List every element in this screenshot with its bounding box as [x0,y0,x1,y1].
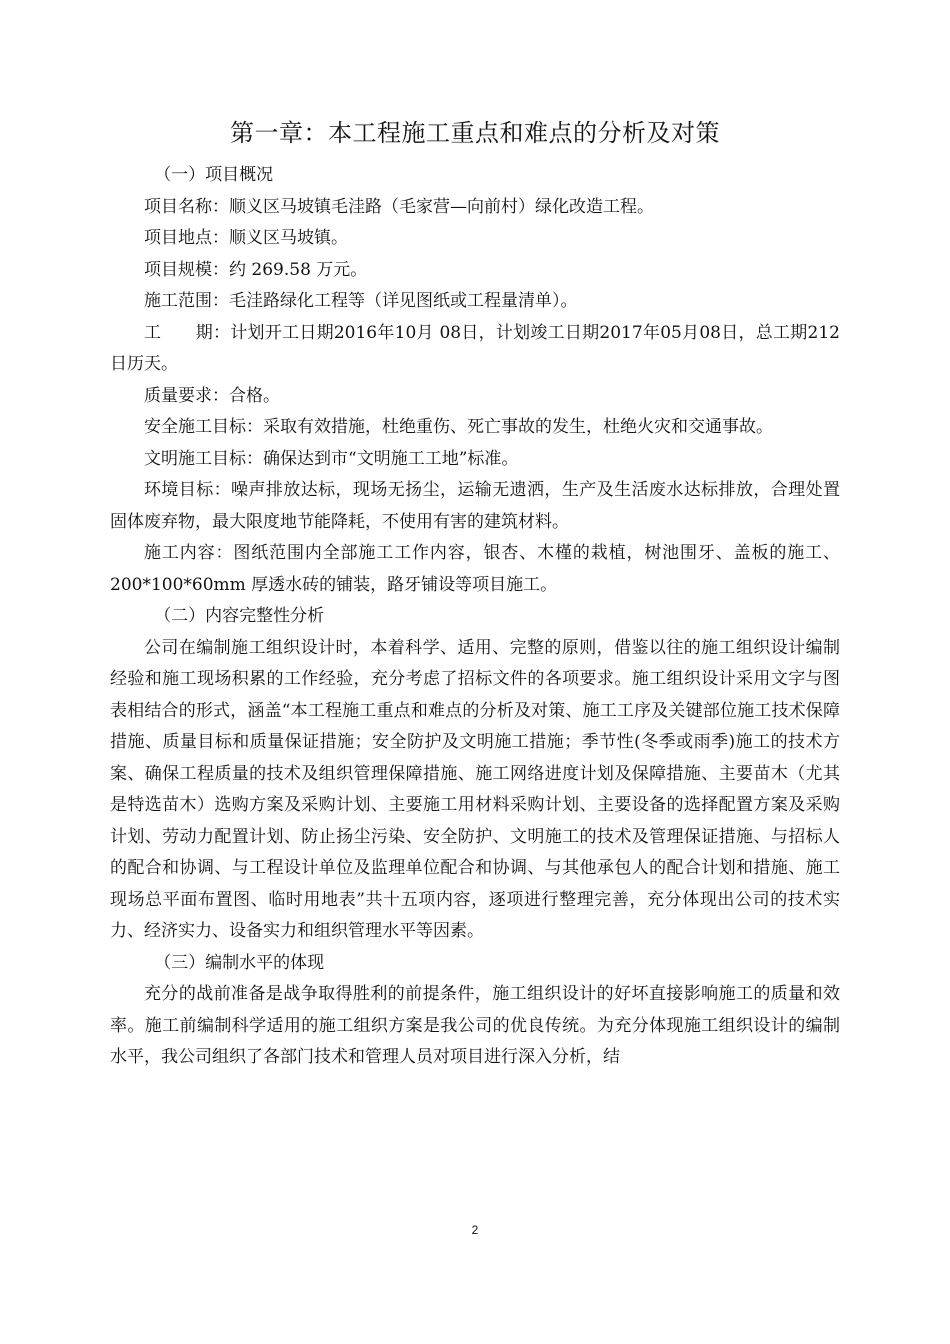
section-heading-completeness-analysis: （二）内容完整性分析 [154,606,325,626]
safety-target-line: 安全施工目标：采取有效措施，杜绝重伤、死亡事故的发生，杜绝火灾和交通事故。 [144,417,773,437]
document-body [110,160,840,1074]
quality-requirement-line: 质量要求：合格。 [144,385,280,406]
chapter-title: 第一章：本工程施工重点和难点的分析及对策 [230,119,720,147]
construction-scope-line: 施工范围：毛洼路绿化工程等（详见图纸或工程量清单）。 [144,291,578,311]
project-location-line: 项目地点：顺义区马坡镇。 [144,228,348,248]
environmental-target-paragraph: 环境目标：噪声排放达标，现场无扬尘，运输无遗洒，生产及生活废水达标排放，合理处置固体废弃物，最大限度地节能降耗，不使用有害的建筑材料。 [110,480,840,532]
section-heading-compilation-level: （三）编制水平的体现 [154,952,325,973]
compilation-level-paragraph: 充分的战前准备是战争取得胜利的前提条件，施工组织设计的好坏直接影响施工的质量和效率。施工前编制科学适用的施工组织方案是我公司的优良传统。为充分体现施工组织设计的编制水平，我公司组织了各部门技术和管理人员对项目进行深入分析，结 [110,984,840,1067]
construction-period-paragraph: 工 期：计划开工日期2016年10月 08日，计划竣工日期2017年05月08日，总工期212 日历天。 [110,322,840,374]
page-number: 2 [471,1223,479,1237]
section-heading-project-overview: （一）项目概况 [154,165,274,185]
completeness-analysis-paragraph: 公司在编制施工组织设计时，本着科学、适用、完整的原则，借鉴以往的施工组织设计编制经验和施工现场积累的工作经验，充分考虑了招标文件的各项要求。施工组织设计采用文字与图表相结合的形式，涵盖“本工程施工重点和难点的分析及对策、施工工序及关键部位施工技术保障措施、质量目标和质量保证措施；安全防护及文明施工措施；季节性(冬季或雨季)施工的技术方案、确保工程质量的技术及组织管理保障措施、施工网络进度计划及保障措施、主要苗木（尤其是特选苗木）选购方案及采购计划、主要施工用材料采购计划、主要设备的选择配置方案及采购计划、劳动力配置计划、防止扬尘污染、安全防护、文明施工的技术及管理保证措施、与招标人的配合和协调、与工程设计单位及监理单位配合和协调、与其他承包人的配合计划和措施、施工现场总平面布置图、临时用地表”共十五项内容，逐项进行整理完善，充分体现出公司的技术实力、经济实力、设备实力和组织管理水平等因素。 [110,637,840,941]
project-name-line: 项目名称：顺义区马坡镇毛洼路（毛家营—向前村）绿化改造工程。 [144,196,654,217]
project-scale-line: 项目规模：约 269.58 万元。 [144,259,368,280]
construction-content-paragraph: 施工内容：图纸范围内全部施工工作内容，银杏、木槿的栽植，树池围牙、盖板的施工、200*100*60mm 厚透水砖的铺装，路牙铺设等项目施工。 [110,543,840,595]
civilized-construction-target-line: 文明施工目标：确保达到市“文明施工工地”标准。 [144,448,519,469]
